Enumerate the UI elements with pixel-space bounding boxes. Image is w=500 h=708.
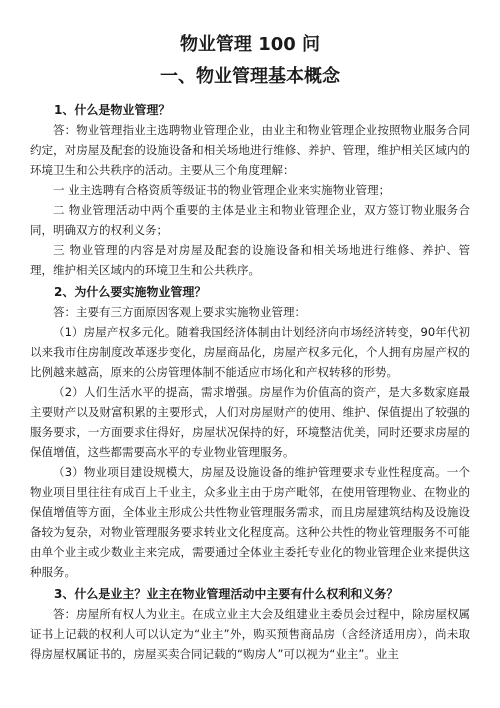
document-title: 物业管理 100 问 [179,34,321,55]
question-2-point-1: （1）房屋产权多元化。随着我国经济体制由计划经济向市场经济转变，90年代初以来我市住房制度改革逐步变化，房屋商品化，房屋产权多元化，个人拥有房屋产权的比例越来越高，原来的公房管理体制不能适应市场化和产权转移的形势。 [30,325,470,379]
question-2-answer: 答：主要有三方面原因客观上要求实施物业管理： [53,305,306,319]
question-2-heading: 2、为什么要实施物业管理？ [54,285,207,299]
question-1-heading: 1、什么是物业管理？ [54,103,171,117]
question-3-heading: 3、什么是业主？业主在物业管理活动中主要有什么权利和义务？ [54,587,399,601]
question-1-answer: 答：物业管理指业主选聘物业管理企业，由业主和物业管理企业按照物业服务合同约定，对房屋及配套的设施设备和相关场地进行维修、养护、管理，维护相关区域内的环境卫生和公共秩序的活动。主要从三个角度理解： [30,123,470,177]
question-1-point-2: 二 物业管理活动中两个重要的主体是业主和物业管理企业，双方签订物业服务合同，明确双方的权利义务； [30,203,470,237]
question-3-answer: 答：房屋所有权人为业主。在成立业主大会及组建业主委员会过程中，除房屋权属证书上记载的权利人可以认定为“业主”外，购买预售商品房（含经济适用房），尚未取得房屋权属证书的，房屋买卖合同记载的“购房人”可以视为“业主”。业主 [30,607,470,661]
question-1-point-1: 一 业主选聘有合格资质等级证书的物业管理企业来实施物业管理； [53,183,391,197]
question-2-point-2: （2）人们生活水平的提高，需求增强。房屋作为价值高的资产，是大多数家庭最主要财产以及财富积累的主要形式，人们对房屋财产的使用、维护、保值提出了较强的服务要求，一方面要求住得好，房屋状况保持的好，环境整洁优美，同时还要求房屋的保值增值，这些都需要高水平的专业物业管理服务。 [30,385,470,459]
question-1-point-3: 三 物业管理的内容是对房屋及配套的设施设备和相关场地进行维修、养护、管理，维护相关区域内的环境卫生和公共秩序。 [30,243,470,277]
question-2-point-3: （3）物业项目建设规模大，房屋及设施设备的维护管理要求专业性程度高。一个物业项目里往往有成百上千业主，众多业主由于房产毗邻，在使用管理物业、在物业的保值增值等方面，全体业主形成公共性物业管理服务需求，而且房屋建筑结构及设施设备较为复杂，对物业管理服务要求转业文化程度高。这种公共性的物业管理服务不可能由单个业主或少数业主来完成，需要通过全体业主委托专业化的物业管理企业来提供这种服务。 [30,465,470,579]
chapter-title: 一、物业管理基本概念 [160,66,340,87]
